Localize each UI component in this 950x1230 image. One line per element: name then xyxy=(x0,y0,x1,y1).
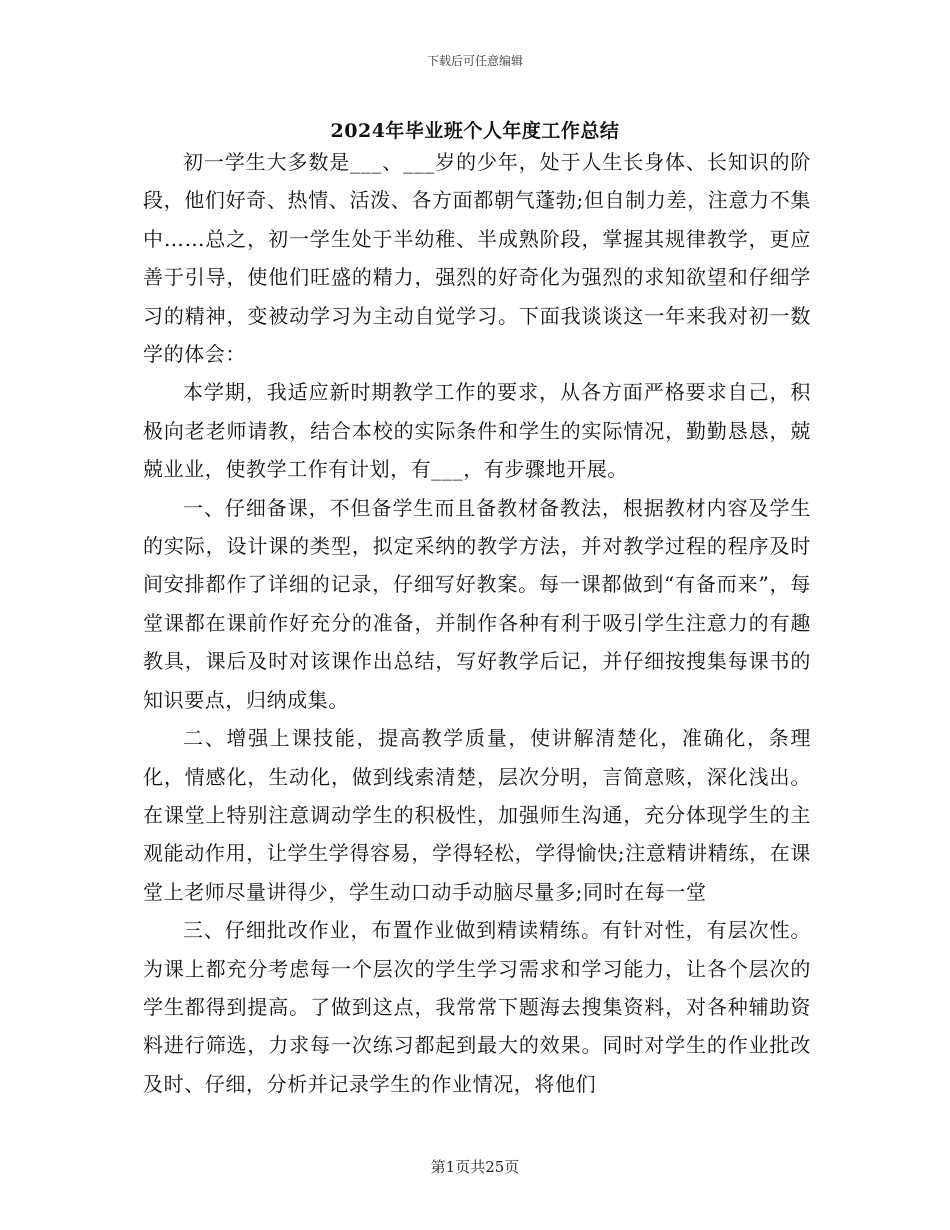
paragraph-homework: 三、仔细批改作业，布置作业做到精读精练。有针对性，有层次性。为课上都充分考虑每一个层次的学生学习需求和学习能力，让各个层次的学生都得到提高。了做到这点，我常常下题海去搜集资料，对各种辅助资料进行筛选，力求每一次练习都起到最大的效果。同时对学生的作业批改及时、仔细，分析并记录学生的作业情况，将他们 xyxy=(143,918,811,1096)
document-body xyxy=(143,143,811,1103)
document-title: 2024年毕业班个人年度工作总结 xyxy=(330,120,620,142)
page-number-indicator: 第1页共25页 xyxy=(430,1158,520,1176)
paragraph-semester: 本学期，我适应新时期教学工作的要求，从各方面严格要求自己，积极向老老师请教，结合本校的实际条件和学生的实际情况，勤勤恳恳，兢兢业业，使教学工作有计划，有___，有步骤地开展。 xyxy=(143,380,811,482)
paragraph-intro: 初一学生大多数是___、___岁的少年，处于人生长身体、长知识的阶段，他们好奇、热情、活泼、各方面都朝气蓬勃;但自制力差，注意力不集中……总之，初一学生处于半幼稚、半成熟阶段，掌握其规律教学，更应善于引导，使他们旺盛的精力，强烈的好奇化为强烈的求知欲望和仔细学习的精神，变被动学习为主动自觉学习。下面我谈谈这一年来我对初一数学的体会： xyxy=(143,150,811,367)
paragraph-lesson-prep: 一、仔细备课，不但备学生而且备教材备教法，根据教材内容及学生的实际，设计课的类型，拟定采纳的教学方法，并对教学过程的程序及时间安排都作了详细的记录，仔细写好教案。每一课都做到“有备而来”，每堂课都在课前作好充分的准备，并制作各种有利于吸引学生注意力的有趣教具，课后及时对该课作出总结，写好教学后记，并仔细按搜集每课书的知识要点，归纳成集。 xyxy=(143,495,811,712)
paragraph-teaching-skills: 二、增强上课技能，提高教学质量，使讲解清楚化，准确化，条理化，情感化，生动化，做到线索清楚，层次分明，言简意赅，深化浅出。在课堂上特别注意调动学生的积极性，加强师生沟通，充分体现学生的主观能动作用，让学生学得容易，学得轻松，学得愉快;注意精讲精练，在课堂上老师尽量讲得少，学生动口动手动脑尽量多;同时在每一堂 xyxy=(143,726,811,904)
page-header-note: 下载后可任意编辑 xyxy=(426,54,523,68)
